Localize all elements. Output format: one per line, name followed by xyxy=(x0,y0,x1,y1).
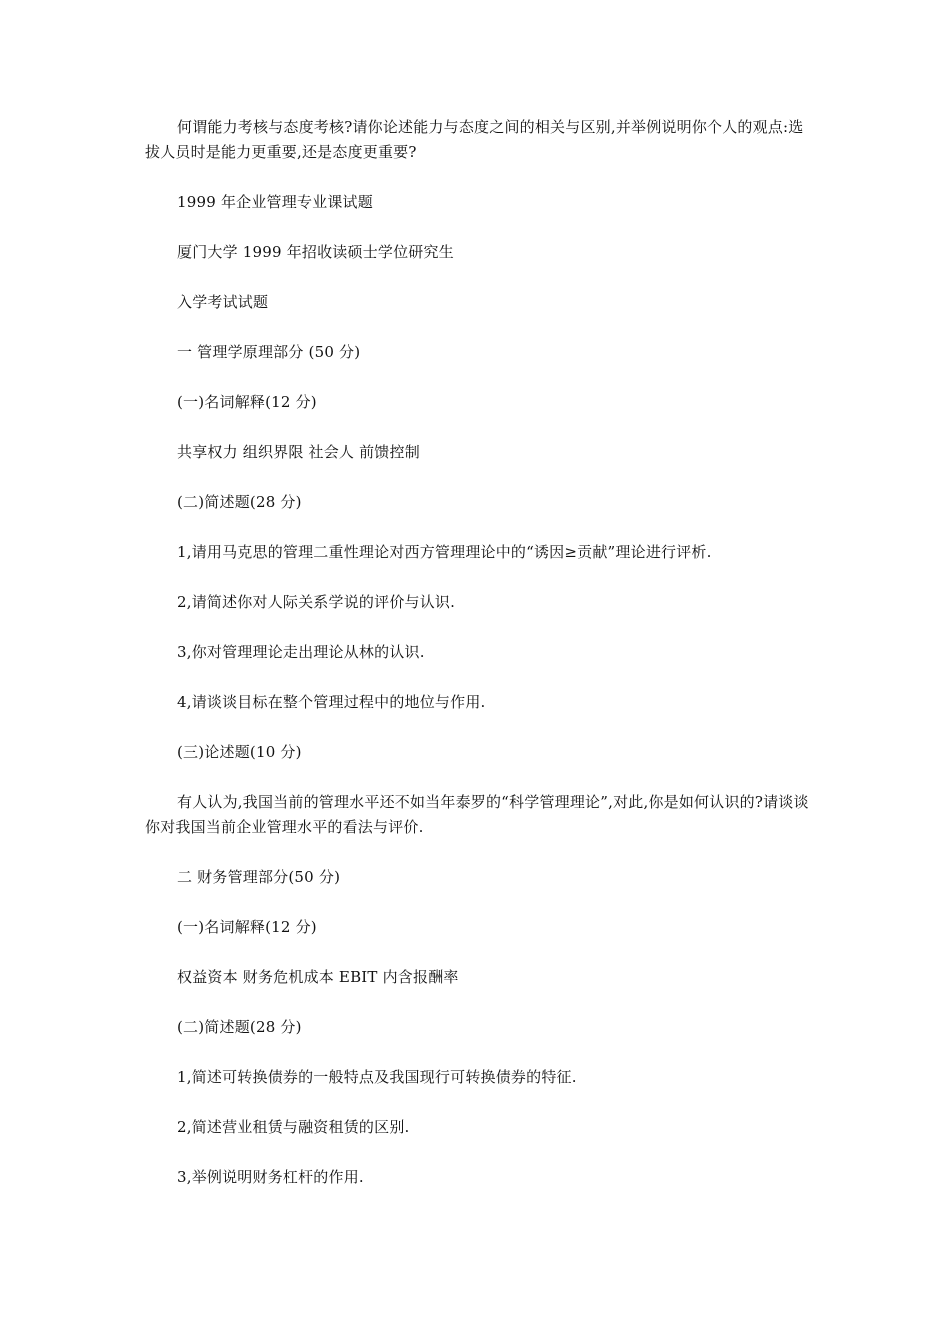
exam-subtitle: 入学考试试题 xyxy=(177,293,269,311)
section-one-question-3: 3,你对管理理论走出理论从林的认识. xyxy=(177,643,425,661)
question-ability-attitude: 何谓能力考核与态度考核?请你论述能力与态度之间的相关与区别,并举例说明你个人的观点:选拔人员时是能力更重要,还是态度更重要? xyxy=(145,118,804,161)
section-two-question-2: 2,简述营业租赁与融资租赁的区别. xyxy=(177,1118,410,1136)
section-one-question-4: 4,请谈谈目标在整个管理过程中的地位与作用. xyxy=(177,693,486,711)
section-one-terms-heading: (一)名词解释(12 分) xyxy=(177,393,317,411)
section-one-question-1: 1,请用马克思的管理二重性理论对西方管理理论中的“诱因≥贡献”理论进行评析. xyxy=(177,543,712,561)
section-two-terms-heading: (一)名词解释(12 分) xyxy=(177,918,317,936)
section-one-heading: 一 管理学原理部分 (50 分) xyxy=(177,343,361,361)
section-one-essay-heading: (三)论述题(10 分) xyxy=(177,743,302,761)
section-two-question-1: 1,简述可转换债券的一般特点及我国现行可转换债券的特征. xyxy=(177,1068,577,1086)
section-two-short-heading: (二)简述题(28 分) xyxy=(177,1018,302,1036)
section-two-heading: 二 财务管理部分(50 分) xyxy=(177,868,341,886)
section-one-short-heading: (二)简述题(28 分) xyxy=(177,493,302,511)
university-heading: 厦门大学 1999 年招收读硕士学位研究生 xyxy=(177,243,454,261)
section-one-question-2: 2,请简述你对人际关系学说的评价与认识. xyxy=(177,593,456,611)
section-two-question-3: 3,举例说明财务杠杆的作用. xyxy=(177,1168,364,1186)
exam-title: 1999 年企业管理专业课试题 xyxy=(177,193,373,211)
section-two-terms: 权益资本 财务危机成本 EBIT 内含报酬率 xyxy=(177,968,459,986)
section-one-terms: 共享权力 组织界限 社会人 前馈控制 xyxy=(177,443,420,461)
section-one-essay-question: 有人认为,我国当前的管理水平还不如当年泰罗的“科学管理理论”,对此,你是如何认识的?请谈谈你对我国当前企业管理水平的看法与评价. xyxy=(145,793,809,836)
